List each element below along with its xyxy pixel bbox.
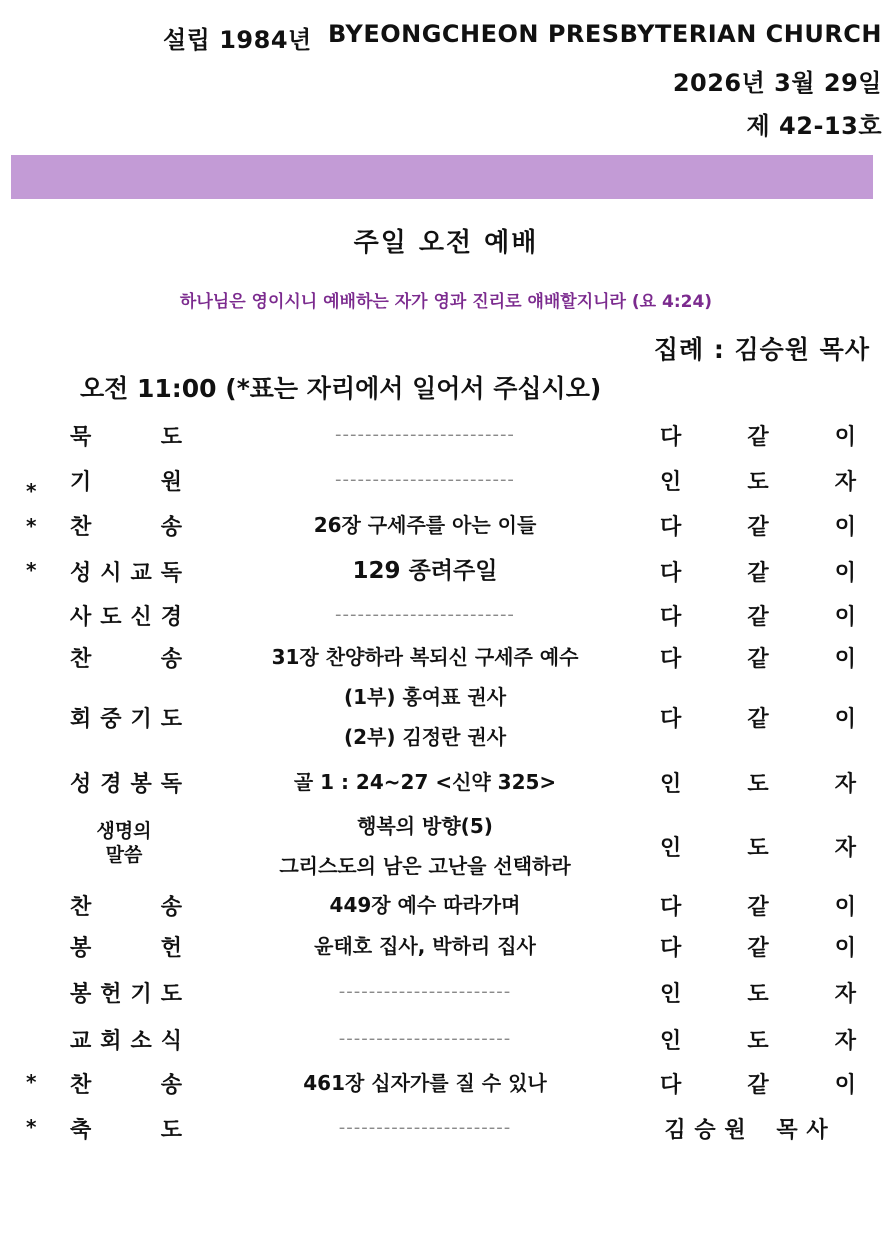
responder-char: 자 (834, 1029, 856, 1054)
order-content-line: 행복의 방향(5) (357, 814, 493, 838)
order-label-part: 찬 (70, 895, 92, 920)
responder-char: 사 (806, 1118, 828, 1143)
responder-char: 다 (660, 515, 682, 540)
order-label-part: 찬 (70, 647, 92, 672)
order-label-part: 시 (100, 561, 122, 586)
order-content-line: 윤태호 집사, 박하리 집사 (314, 934, 536, 958)
order-label-part: 경 (160, 605, 182, 630)
order-label-part: 도 (160, 982, 182, 1007)
responder-char: 이 (834, 895, 856, 920)
order-label (70, 931, 182, 962)
responder-char: 다 (660, 936, 682, 961)
order-label (70, 556, 182, 587)
order-label-part: 봉 (70, 982, 92, 1007)
order-content (215, 600, 635, 630)
order-label-part: 기 (130, 982, 152, 1007)
responder-char: 자 (834, 470, 856, 495)
order-content (215, 767, 635, 797)
order-label-part: 회 (100, 1029, 122, 1054)
order-content (215, 977, 635, 1007)
responder-char: 도 (747, 772, 769, 797)
responder-char: 도 (747, 982, 769, 1007)
order-label-part: 송 (160, 515, 182, 540)
order-label-part: 사 (70, 605, 92, 630)
placeholder-dashes: ------------------------ (335, 604, 515, 625)
order-responder (660, 1024, 856, 1055)
responder-char: 인 (660, 836, 682, 861)
order-responder (660, 556, 856, 587)
order-label-part: 봉 (70, 936, 92, 961)
service-time-note: 오전 11:00 (*표는 자리에서 일어서 주십시오) (80, 374, 602, 403)
responder-char: 자 (834, 982, 856, 1007)
order-content (215, 420, 635, 450)
order-responder (660, 931, 856, 962)
order-label-part: 생명의 (96, 820, 152, 842)
placeholder-dashes: ------------------------ (335, 424, 515, 445)
responder-char: 같 (747, 561, 769, 586)
order-label-part: 도 (160, 707, 182, 732)
placeholder-dashes: ----------------------- (338, 981, 512, 1002)
responder-char: 같 (747, 707, 769, 732)
order-content (215, 931, 635, 961)
order-content-line: 461장 십자가를 질 수 있나 (303, 1071, 547, 1095)
order-label-part: 교 (70, 1029, 92, 1054)
stand-marker: * (26, 558, 37, 582)
responder-char: 다 (660, 605, 682, 630)
order-content-line: 31장 찬양하라 복되신 구세주 예수 (271, 645, 579, 669)
order-label-part: 송 (160, 1073, 182, 1098)
order-content (215, 1068, 635, 1098)
bulletin-date: 2026년 3월 29일 (672, 69, 882, 97)
responder-char: 이 (834, 707, 856, 732)
order-label (64, 820, 184, 868)
order-label-part: 기 (130, 707, 152, 732)
order-content-line: 그리스도의 남은 고난을 선택하라 (279, 854, 571, 878)
order-content-line: 26장 구세주를 아는 이들 (313, 513, 537, 537)
order-label-part: 도 (100, 605, 122, 630)
order-responder (660, 890, 856, 921)
service-leader: 집례 : 김승원 목사 (653, 335, 870, 364)
responder-char: 다 (660, 425, 682, 450)
order-content (215, 1113, 635, 1143)
order-responder (660, 977, 856, 1008)
order-label-part: 송 (160, 895, 182, 920)
placeholder-dashes: ------------------------ (335, 469, 515, 490)
service-title: 주일 오전 예배 (353, 228, 539, 258)
order-label (70, 642, 182, 673)
stand-marker: * (26, 514, 37, 538)
responder-char: 같 (747, 1073, 769, 1098)
responder-char: 같 (747, 647, 769, 672)
responder-char: 같 (747, 515, 769, 540)
order-responder (660, 642, 856, 673)
order-content-line: (2부) 김정란 권사 (343, 725, 507, 749)
order-label (70, 767, 182, 798)
placeholder-dashes: ----------------------- (338, 1028, 512, 1049)
order-responder (660, 1068, 856, 1099)
order-responder (660, 831, 856, 862)
order-responder (660, 767, 856, 798)
placeholder-dashes: ----------------------- (338, 1117, 512, 1138)
responder-char: 자 (834, 836, 856, 861)
responder-char: 같 (747, 895, 769, 920)
responder-char: 다 (660, 561, 682, 586)
order-label-part: 찬 (70, 515, 92, 540)
order-label-part: 소 (130, 1029, 152, 1054)
responder-char: 인 (660, 982, 682, 1007)
responder-char: 이 (834, 515, 856, 540)
responder-char: 자 (834, 772, 856, 797)
order-responder (660, 1113, 856, 1144)
stand-marker: * (26, 1070, 37, 1094)
responder-char: 도 (747, 470, 769, 495)
responder-char: 이 (834, 605, 856, 630)
responder-char: 도 (747, 1029, 769, 1054)
order-responder (660, 420, 856, 451)
order-label-part: 회 (70, 707, 92, 732)
order-label (70, 1068, 182, 1099)
order-label-part: 찬 (70, 1073, 92, 1098)
stand-marker: * (26, 479, 37, 503)
order-label (70, 600, 182, 631)
order-label (70, 1024, 182, 1055)
order-content (215, 556, 635, 586)
founded-text: 설립 1984년 (163, 26, 312, 54)
order-content (215, 510, 635, 540)
order-label (70, 890, 182, 921)
issue-number: 제 42-13호 (746, 112, 882, 140)
order-label-part: 식 (160, 1029, 182, 1054)
order-content (215, 890, 635, 920)
responder-char: 이 (834, 936, 856, 961)
order-label-part: 말씀 (105, 843, 143, 866)
order-content-line: 129 종려주일 (352, 558, 498, 584)
order-label (70, 977, 182, 1008)
order-content (215, 1024, 635, 1054)
order-label-part: 교 (130, 561, 152, 586)
responder-char: 다 (660, 707, 682, 732)
order-content (215, 677, 635, 757)
order-label-part: 성 (70, 561, 92, 586)
responder-char: 이 (834, 561, 856, 586)
order-label-part: 신 (130, 605, 152, 630)
order-label (70, 420, 182, 451)
responder-char: 인 (660, 470, 682, 495)
order-label (70, 1113, 182, 1144)
responder-char: 원 (724, 1118, 746, 1143)
order-label-part: 송 (160, 647, 182, 672)
responder-char: 목 (776, 1118, 798, 1143)
order-content (215, 465, 635, 495)
order-content (215, 642, 635, 672)
responder-char: 이 (834, 647, 856, 672)
responder-char: 다 (660, 1073, 682, 1098)
order-label-part: 원 (160, 470, 182, 495)
responder-char: 승 (694, 1118, 716, 1143)
order-label-part: 봉 (130, 772, 152, 797)
order-label-part: 경 (100, 772, 122, 797)
order-label (70, 510, 182, 541)
order-label-part: 기 (70, 470, 92, 495)
order-label-part: 축 (70, 1118, 92, 1143)
order-label-part: 성 (70, 772, 92, 797)
order-content-line: 골 1 : 24~27 <신약 325> (293, 770, 557, 794)
responder-char: 도 (747, 836, 769, 861)
responder-char: 이 (834, 1073, 856, 1098)
responder-char: 같 (747, 425, 769, 450)
responder-char: 이 (834, 425, 856, 450)
order-label (70, 702, 182, 733)
order-label-part: 중 (100, 707, 122, 732)
stand-marker: * (26, 1115, 37, 1139)
order-label-part: 도 (160, 425, 182, 450)
order-content (215, 806, 635, 886)
order-label-part: 독 (160, 561, 182, 586)
order-responder (660, 510, 856, 541)
responder-char: 다 (660, 895, 682, 920)
order-responder (660, 702, 856, 733)
order-label-part: 도 (160, 1118, 182, 1143)
order-label-part: 독 (160, 772, 182, 797)
order-label-part: 묵 (70, 425, 92, 450)
order-responder (660, 465, 856, 496)
responder-char: 인 (660, 772, 682, 797)
responder-char (750, 1113, 772, 1144)
order-label-part: 헌 (160, 936, 182, 961)
scripture-verse: 하나님은 영이시니 예배하는 자가 영과 진리로 얘배할지니라 (요 4:24) (179, 292, 713, 312)
order-label-part: 헌 (100, 982, 122, 1007)
responder-char: 같 (747, 936, 769, 961)
order-responder (660, 600, 856, 631)
order-content-line: 449장 예수 따라가며 (329, 893, 521, 917)
order-content-line: (1부) 홍여표 권사 (343, 685, 507, 709)
header-band (11, 155, 873, 199)
responder-char: 같 (747, 605, 769, 630)
order-label (70, 465, 182, 496)
church-name: BYEONGCHEON PRESBYTERIAN CHURCH (327, 20, 882, 48)
responder-char: 김 (664, 1118, 686, 1143)
responder-char: 다 (660, 647, 682, 672)
responder-char: 인 (660, 1029, 682, 1054)
